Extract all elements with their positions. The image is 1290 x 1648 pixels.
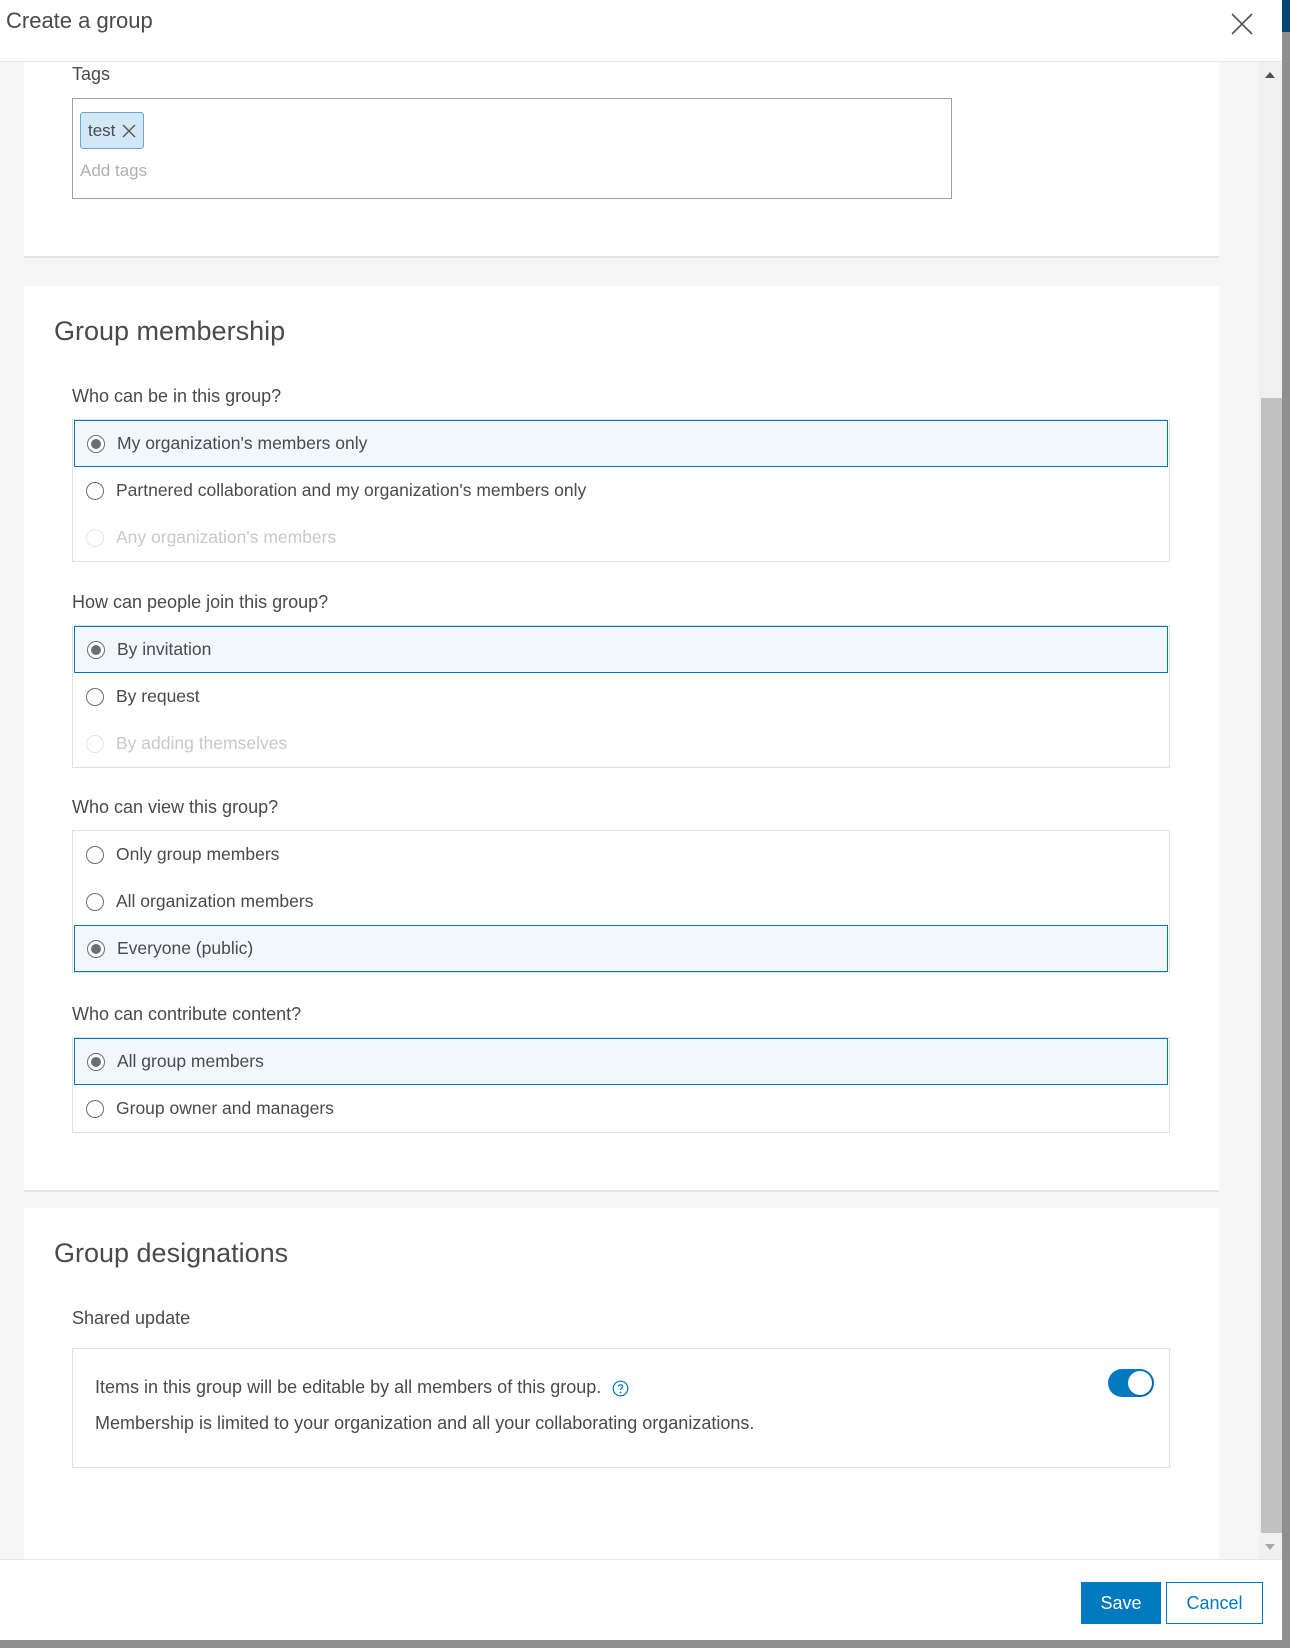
radio-unselected-icon (86, 893, 104, 911)
radio-selected-icon (87, 641, 105, 659)
option-only-group-members[interactable] (73, 831, 1169, 878)
background-header-edge (1282, 0, 1290, 32)
scrollbar-thumb[interactable] (1261, 398, 1282, 1533)
option-partnered-collab[interactable] (73, 467, 1169, 514)
option-by-request[interactable] (73, 673, 1169, 720)
help-icon[interactable] (612, 1380, 629, 1397)
who-can-be-in-label: Who can be in this group? (72, 386, 282, 406)
radio-unselected-icon (86, 688, 104, 706)
tags-input[interactable] (72, 98, 952, 199)
tag-chip-label: test (88, 120, 116, 140)
group-membership-title: Group membership (54, 316, 286, 346)
save-button[interactable]: Save (1081, 1582, 1161, 1624)
radio-unselected-icon (86, 482, 104, 500)
option-label: All group members (117, 1051, 264, 1071)
close-button[interactable] (1226, 8, 1256, 38)
close-icon (1226, 8, 1256, 38)
tags-placeholder[interactable]: Add tags (80, 161, 148, 180)
option-my-org-members-only[interactable] (74, 420, 1168, 467)
who-contribute-radio-group (72, 1037, 1170, 1133)
option-everyone-public[interactable] (74, 925, 1168, 972)
shared-update-line2: Membership is limited to your organization and all your collaborating organizations. (95, 1413, 755, 1433)
dialog-header (0, 0, 1282, 62)
radio-selected-icon (87, 940, 105, 958)
tags-label: Tags (72, 64, 111, 84)
option-by-adding-themselves (73, 720, 1169, 767)
radio-selected-icon (87, 1053, 105, 1071)
option-label: By request (116, 686, 200, 706)
radio-selected-icon (87, 435, 105, 453)
option-label: All organization members (116, 891, 314, 911)
option-label: By invitation (117, 639, 212, 659)
how-join-label: How can people join this group? (72, 592, 329, 612)
scroll-up-arrow-icon[interactable] (1265, 72, 1275, 78)
option-label: By adding themselves (116, 733, 288, 753)
scroll-down-arrow-icon[interactable] (1265, 1544, 1275, 1550)
shared-update-toggle[interactable] (1108, 1369, 1154, 1397)
group-designations-title: Group designations (54, 1238, 289, 1268)
option-label: Only group members (116, 844, 280, 864)
dialog-body-scroll-area[interactable] (0, 62, 1282, 1559)
who-view-radio-group (72, 830, 1170, 973)
radio-unselected-icon (86, 1100, 104, 1118)
background-page-edge (1282, 0, 1290, 1648)
dialog-title: Create a group (6, 8, 153, 33)
who-can-be-in-radio-group (72, 419, 1170, 562)
toggle-knob (1128, 1371, 1152, 1395)
option-label: My organization's members only (117, 433, 368, 453)
how-join-radio-group (72, 625, 1170, 768)
dialog-footer (0, 1559, 1282, 1640)
shared-update-label: Shared update (72, 1308, 191, 1328)
option-owner-and-managers[interactable] (73, 1085, 1169, 1132)
who-view-label: Who can view this group? (72, 797, 279, 817)
option-label: Everyone (public) (117, 938, 254, 958)
group-membership-card (24, 286, 1219, 1192)
tag-chip (80, 112, 144, 149)
radio-disabled-icon (86, 529, 104, 547)
vertical-scrollbar[interactable] (1259, 62, 1282, 1559)
group-designations-card (24, 1208, 1219, 1559)
who-contribute-label: Who can contribute content? (72, 1004, 302, 1024)
shared-update-box (72, 1348, 1170, 1468)
tags-card (24, 62, 1219, 258)
option-all-org-members[interactable] (73, 878, 1169, 925)
option-label: Group owner and managers (116, 1098, 334, 1118)
remove-tag-icon[interactable] (121, 123, 137, 139)
option-label: Partnered collaboration and my organization's members only (116, 480, 587, 500)
radio-disabled-icon (86, 735, 104, 753)
shared-update-line1 (95, 1377, 629, 1398)
option-label: Any organization's members (116, 527, 337, 547)
radio-unselected-icon (86, 846, 104, 864)
option-any-org-members (73, 514, 1169, 561)
option-all-group-members[interactable] (74, 1038, 1168, 1085)
shared-update-line1-text: Items in this group will be editable by all members of this group. (95, 1377, 602, 1397)
option-by-invitation[interactable] (74, 626, 1168, 673)
cancel-button[interactable]: Cancel (1166, 1582, 1263, 1624)
